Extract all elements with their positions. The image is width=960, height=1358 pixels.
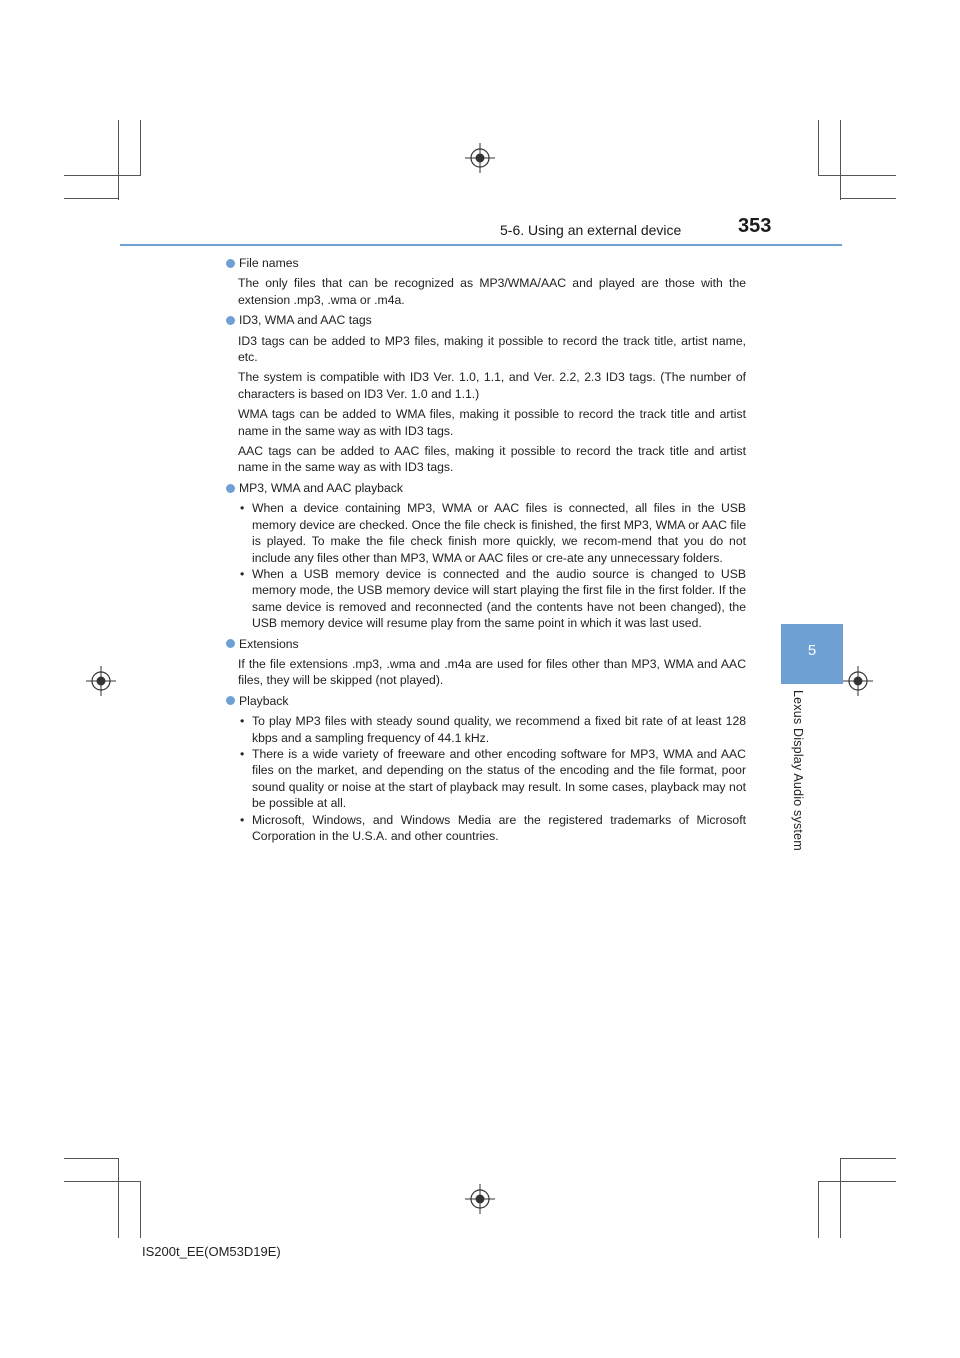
crop-mark [818, 1181, 819, 1238]
chapter-title: Lexus Display Audio system [791, 690, 805, 851]
crop-mark [64, 1181, 141, 1182]
bullet-icon [226, 259, 235, 268]
crop-mark [840, 198, 896, 199]
bullet-list [238, 713, 746, 844]
bullet-icon [226, 316, 235, 325]
section-title [226, 312, 746, 328]
page-number: 353 [738, 215, 772, 237]
document-code: IS200t_EE(OM53D19E) [142, 1244, 281, 1259]
crop-mark [818, 175, 896, 176]
body-content [226, 255, 746, 848]
paragraph: The system is compatible with ID3 Ver. 1.0, 1.1, and Ver. 2.2, 2.3 ID3 tags. (The number of characters is based on ID3 Ver. 1.0 and 1.1.) [238, 370, 746, 401]
bullet-list [238, 500, 746, 631]
crop-mark [118, 1158, 119, 1238]
registration-mark-icon [843, 666, 873, 696]
paragraph: WMA tags can be added to WMA files, making it possible to record the track title and artist name in the same way as with ID3 tags. [238, 407, 746, 438]
section-title-text: ID3, WMA and AAC tags [239, 313, 372, 328]
section-title [226, 636, 746, 652]
crop-mark [118, 120, 119, 200]
header-divider [120, 244, 842, 246]
crop-mark [64, 198, 119, 199]
paragraph: The only files that can be recognized as MP3/WMA/AAC and played are those with the extension .mp3, .wma or .m4a. [238, 276, 746, 307]
crop-mark [140, 1181, 141, 1238]
crop-mark [818, 120, 819, 175]
content-section [226, 693, 746, 845]
registration-mark-icon [465, 1184, 495, 1214]
content-section [226, 480, 746, 632]
list-item: • When a USB memory device is connected and the audio source is changed to USB memory mode, the USB memory device will start playing the first file in the first folder. If the same device is removed and reconnected (and the contents have not been changed), the USB memory device will resume play from the same point in which it was last used. [238, 566, 746, 632]
paragraph: AAC tags can be added to AAC files, making it possible to record the track title and artist name in the same way as with ID3 tags. [238, 444, 746, 475]
crop-mark [840, 1158, 896, 1159]
list-item: • There is a wide variety of freeware and other encoding software for MP3, WMA and AAC files on the market, and depending on the status of the encoding and the file format, poor sound quality or noise at the start of playback may result. In some cases, playback may not be possible at all. [238, 746, 746, 812]
section-title-text: File names [239, 256, 299, 270]
list-item: • To play MP3 files with steady sound quality, we recommend a fixed bit rate of at least 128 kbps and a sampling frequency of 44.1 kHz. [238, 713, 746, 746]
registration-mark-icon [465, 143, 495, 173]
crop-mark [140, 120, 141, 175]
crop-mark [840, 1158, 841, 1238]
bullet-icon [226, 484, 235, 493]
section-title [226, 255, 746, 271]
section-title-text: Extensions [239, 636, 299, 651]
paragraph: If the file extensions .mp3, .wma and .m4a are used for files other than MP3, WMA and AAC files, they will be skipped (not played). [238, 656, 746, 688]
section-title [226, 693, 746, 709]
content-section [226, 636, 746, 689]
chapter-tab [781, 624, 843, 684]
content-section [226, 255, 746, 308]
chapter-number: 5 [807, 642, 817, 659]
section-title-text: Playback [239, 693, 289, 708]
content-section [226, 312, 746, 476]
section-title [226, 480, 746, 496]
list-item: • When a device containing MP3, WMA or AAC files is connected, all files in the USB memory device are checked. Once the file check is finished, the first MP3, WMA or AAC file is played. To make the file check finish more quickly, we recom-mend that you do not include any files other than MP3, WMA or AAC files or cre-ate any unnecessary folders. [238, 500, 746, 566]
bullet-icon [226, 639, 235, 648]
crop-mark [818, 1181, 896, 1182]
section-heading: 5-6. Using an external device [500, 222, 682, 238]
list-item: • Microsoft, Windows, and Windows Media are the registered trademarks of Microsoft Corporation in the U.S.A. and other countries. [238, 812, 746, 845]
bullet-icon [226, 696, 235, 705]
crop-mark [64, 1158, 119, 1159]
paragraph: ID3 tags can be added to MP3 files, making it possible to record the track title, artist name, etc. [238, 333, 746, 365]
crop-mark [64, 175, 141, 176]
section-title-text: MP3, WMA and AAC playback [239, 480, 403, 495]
registration-mark-icon [86, 666, 116, 696]
crop-mark [840, 120, 841, 200]
